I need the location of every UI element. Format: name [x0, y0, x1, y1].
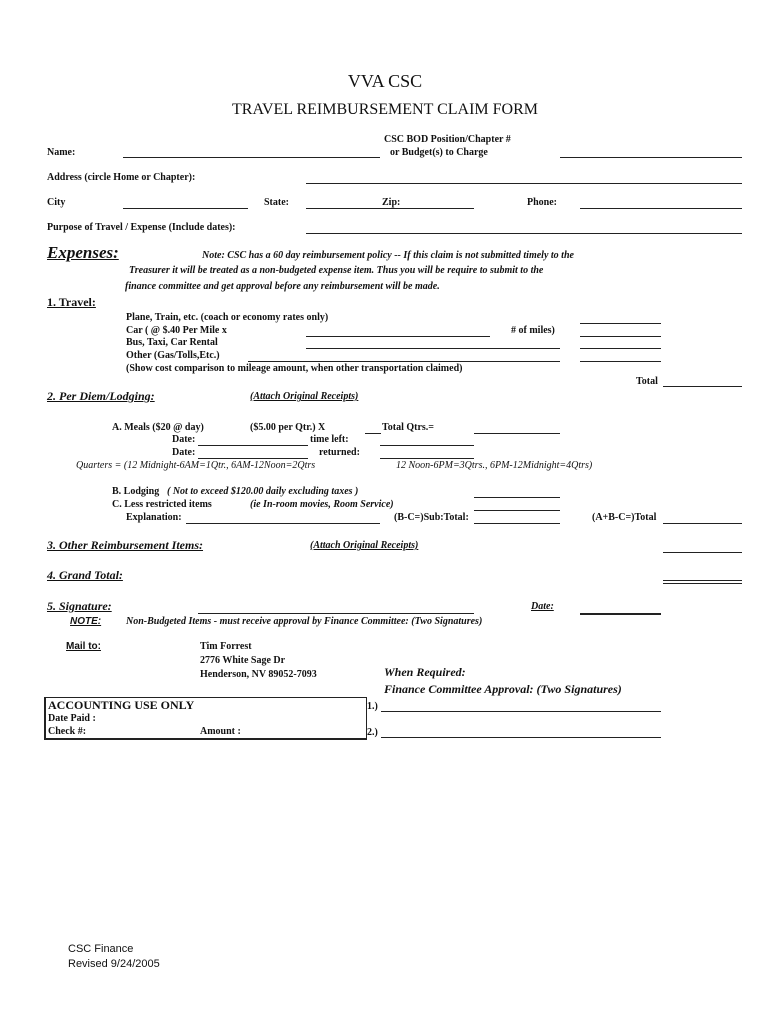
non-budget-note: Non-Budgeted Items - must receive approval by Finance Committee: (Two Signatures)	[126, 616, 483, 627]
plane-label: Plane, Train, etc. (coach or economy rates only)	[126, 312, 329, 323]
quarters-def-a: Quarters = (12 Midnight-6AM=1Qtr., 6AM-12Noon=2Qtrs	[76, 460, 316, 471]
mail-street: 2776 White Sage Dr	[200, 655, 286, 666]
qtr-count-field[interactable]	[365, 433, 381, 434]
mail-name: Tim Forrest	[200, 641, 252, 652]
less-restricted-amount-field[interactable]	[474, 510, 560, 511]
lodging-amount-field[interactable]	[474, 497, 560, 498]
approval-sig2-label: 2.)	[367, 727, 378, 738]
meals-label: A. Meals ($20 @ day)	[112, 422, 204, 433]
mail-city: Henderson, NV 89052-7093	[200, 669, 317, 680]
travel-total-field[interactable]	[663, 386, 742, 387]
signature-heading: 5. Signature:	[47, 599, 112, 613]
footer-line2: Revised 9/24/2005	[68, 958, 160, 970]
approval-sig2-field[interactable]	[381, 737, 661, 738]
state-label: State:	[264, 197, 289, 208]
phone-label: Phone:	[527, 197, 557, 208]
state-zip-field[interactable]	[306, 208, 474, 209]
approval-sig1-label: 1.)	[367, 701, 378, 712]
name-label: Name:	[47, 147, 76, 158]
approval-sig1-field[interactable]	[381, 711, 661, 712]
per-diem-heading: 2. Per Diem/Lodging:	[47, 389, 155, 403]
travel-heading: 1. Travel:	[47, 295, 96, 309]
less-restricted-note: (ie In-room movies, Room Service)	[250, 499, 394, 510]
date-returned-field[interactable]	[198, 458, 308, 459]
date-left-field[interactable]	[198, 445, 308, 446]
travel-total-label: Total	[636, 376, 658, 387]
note-line3: finance committee and get approval before any reimbursement will be made.	[125, 281, 440, 292]
meals-amount-field[interactable]	[474, 433, 560, 434]
time-left-field[interactable]	[380, 445, 474, 446]
grand-total-heading: 4. Grand Total:	[47, 568, 123, 582]
phone-field[interactable]	[580, 208, 742, 209]
note-label: NOTE:	[70, 616, 102, 627]
time-returned-field[interactable]	[380, 458, 474, 459]
car-label: Car ( @ $.40 Per Mile x	[126, 325, 227, 336]
total-qtrs-label: Total Qtrs.=	[382, 422, 434, 433]
grand-total-double-line	[663, 583, 742, 584]
car-amount-field[interactable]	[580, 336, 661, 337]
returned-label: returned:	[319, 447, 360, 458]
check-label: Check #:	[48, 726, 87, 737]
note-line2: Treasurer it will be treated as a non-budgeted expense item. Thus you will be require to submit to the	[129, 265, 544, 276]
per-qtr-label: ($5.00 per Qtr.) X	[250, 422, 326, 433]
show-cost-note: (Show cost comparison to mileage amount, when other transportation claimed)	[126, 363, 463, 374]
abc-total-label: (A+B-C=)Total	[592, 512, 657, 523]
per-diem-attach: (Attach Original Receipts)	[250, 391, 359, 402]
city-field[interactable]	[123, 208, 248, 209]
signature-date-label: Date:	[531, 601, 554, 612]
other-items-amount-field[interactable]	[663, 552, 742, 553]
quarters-def-b: 12 Noon-6PM=3Qtrs., 6PM-12Midnight=4Qtrs)	[396, 460, 593, 471]
finance-approval-label: Finance Committee Approval: (Two Signatures)	[384, 682, 622, 696]
form-title: TRAVEL REIMBURSEMENT CLAIM FORM	[232, 101, 538, 118]
accounting-title: ACCOUNTING USE ONLY	[48, 698, 195, 712]
mail-to-label: Mail to:	[66, 641, 101, 652]
explanation-field[interactable]	[186, 523, 380, 524]
subtotal-label: (B-C=)Sub:Total:	[394, 512, 469, 523]
bus-amount-field[interactable]	[580, 348, 661, 349]
address-label: Address (circle Home or Chapter):	[47, 172, 196, 183]
lodging-label: B. Lodging	[112, 486, 160, 497]
time-left-label: time left:	[310, 434, 349, 445]
address-field[interactable]	[306, 183, 742, 184]
expenses-heading: Expenses:	[47, 243, 119, 262]
budget-field[interactable]	[560, 157, 742, 158]
date2-label: Date:	[172, 447, 196, 458]
date-paid-label: Date Paid :	[48, 713, 96, 724]
footer-line1: CSC Finance	[68, 943, 134, 955]
miles-label: # of miles)	[511, 325, 555, 336]
other-items-heading: 3. Other Reimbursement Items:	[47, 538, 204, 552]
purpose-label: Purpose of Travel / Expense (Include dates):	[47, 222, 236, 233]
amount-label: Amount :	[200, 726, 241, 737]
bus-label: Bus, Taxi, Car Rental	[126, 337, 218, 348]
name-field[interactable]	[123, 157, 380, 158]
abc-total-field[interactable]	[663, 523, 742, 524]
date1-label: Date:	[172, 434, 196, 445]
other-amount-field[interactable]	[580, 361, 661, 362]
city-label: City	[47, 197, 66, 208]
explanation-label: Explanation:	[126, 512, 182, 523]
signature-field[interactable]	[198, 613, 474, 614]
zip-label: Zip:	[382, 197, 401, 208]
org-title: VVA CSC	[347, 71, 423, 91]
purpose-field[interactable]	[306, 233, 742, 234]
when-required-label: When Required:	[384, 665, 466, 679]
other-items-attach: (Attach Original Receipts)	[310, 540, 419, 551]
note-line1: Note: CSC has a 60 day reimbursement policy -- If this claim is not submitted timely to the	[202, 250, 574, 261]
grand-total-field[interactable]	[663, 580, 742, 581]
other-desc-field[interactable]	[248, 361, 560, 362]
plane-amount-field[interactable]	[580, 323, 661, 324]
other-label: Other (Gas/Tolls,Etc.)	[126, 350, 220, 361]
lodging-note: ( Not to exceed $120.00 daily excluding taxes )	[167, 486, 359, 497]
less-restricted-label: C. Less restricted items	[112, 499, 212, 510]
bod-label-line2: or Budget(s) to Charge	[390, 147, 488, 158]
bod-label-line1: CSC BOD Position/Chapter #	[384, 134, 511, 145]
signature-date-field[interactable]	[580, 613, 661, 615]
bus-desc-field[interactable]	[306, 348, 560, 349]
car-miles-field[interactable]	[306, 336, 490, 337]
subtotal-field[interactable]	[474, 523, 560, 524]
